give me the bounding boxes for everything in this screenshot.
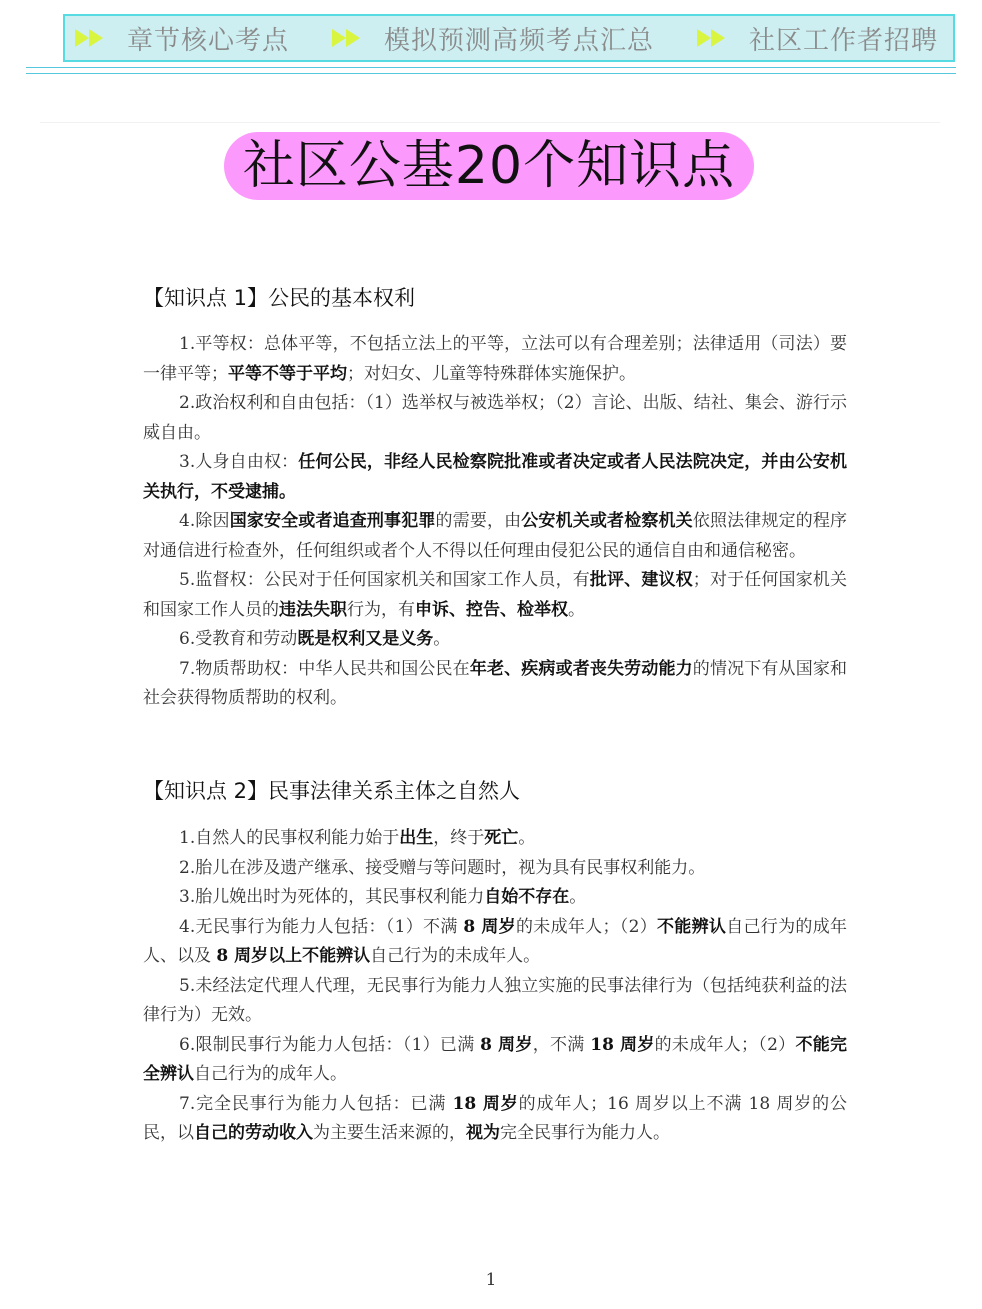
page-number: 1 [485, 1270, 497, 1290]
bold-text: 违法失职 [279, 599, 347, 620]
text-run: 依照法律规定的程序对通信进行检查外，任何组织或者个人不得以任何理由侵犯公民的通信自由和通信秘密。 [143, 511, 848, 561]
text-run: ，不满 [532, 1034, 591, 1055]
text-run: 自己行为的未成年人。 [370, 946, 541, 966]
text-run: 7.完全民事行为能力人包括：已满 [179, 1093, 453, 1114]
text-run: 。 [569, 887, 587, 907]
text-run: 1.自然人的民事权利能力始于 [179, 828, 400, 848]
bold-text: 自己的劳动收入 [194, 1123, 313, 1143]
text-run: ；对于任何国家机关和国家工作人员的 [143, 570, 848, 620]
text-run: 2.胎儿在涉及遗产继承、接受赠与等问题时，视为具有民事权利能力。 [179, 857, 706, 878]
text-run: 。 [518, 828, 536, 848]
paragraph [143, 913, 847, 972]
nav-item-recruitment[interactable] [697, 16, 938, 60]
page-title: 社区公基20个知识点 [224, 132, 754, 200]
bold-text: 国家安全或者追查刑事犯罪 [229, 511, 436, 531]
text-run: 完全民事行为能力人。 [500, 1123, 670, 1143]
bold-text: 平等不等于平均 [228, 363, 347, 384]
paragraph [143, 824, 847, 854]
nav-item-label: 社区工作者招聘 [749, 25, 939, 56]
double-arrow-icon [332, 27, 366, 49]
bold-text: 任何公民，非经人民检察院批准或者决定或者人民法院决定，并由公安机关执行，不受逮捕。 [143, 452, 847, 502]
bold-text: 公安机关或者检察机关 [521, 511, 693, 531]
paragraph [143, 883, 847, 913]
bold-text: 不能辨认 [657, 916, 727, 937]
section-body-1 [143, 330, 847, 714]
text-run: 4.除因 [179, 511, 230, 531]
text-run: 自己行为的成年人、以及 [143, 916, 847, 966]
paragraph [143, 655, 847, 714]
nav-item-chapter-core[interactable] [75, 16, 289, 60]
bold-text: 8 周岁 [480, 1034, 533, 1055]
bold-text: 不能完全辨认 [143, 1034, 848, 1084]
double-arrow-icon [697, 27, 731, 49]
text-run: ；对妇女、儿童等特殊群体实施保护。 [347, 363, 636, 384]
bold-text: 年老、疾病或者丧失劳动能力 [469, 658, 693, 679]
bold-text: 18 周岁 [452, 1093, 519, 1114]
paragraph [143, 330, 847, 389]
paragraph [143, 566, 847, 625]
bold-text: 既是权利又是义务 [297, 629, 434, 649]
double-arrow-icon [75, 27, 109, 49]
section-body-2 [143, 824, 847, 1149]
text-run: 的未成年人；（2） [515, 916, 657, 937]
text-run: 的需要，由 [435, 511, 522, 531]
text-run: 4.无民事行为能力人包括：（1）不满 [179, 916, 464, 937]
text-run: 6.受教育和劳动 [179, 629, 298, 649]
text-run: 7.物质帮助权：中华人民共和国公民在 [179, 658, 470, 679]
page-divider [40, 122, 940, 123]
bold-text: 8 周岁以上不能辨认 [216, 946, 371, 966]
paragraph [143, 1090, 847, 1149]
section-heading-1: 【知识点 1】公民的基本权利 [143, 286, 416, 310]
paragraph [143, 972, 847, 1031]
bold-text: 死亡 [484, 828, 519, 848]
bold-text: 出生 [399, 828, 434, 848]
text-run: 1.平等权：总体平等，不包括立法上的平等，立法可以有合理差别；法律适用（司法）要一律平等； [143, 334, 847, 384]
text-run: ，终于 [433, 828, 485, 848]
nav-item-mock-forecast[interactable] [332, 16, 654, 60]
bold-text: 自始不存在 [484, 887, 570, 907]
paragraph [143, 448, 847, 507]
paragraph [143, 854, 847, 884]
text-run: 的情况下有从国家和社会获得物质帮助的权利。 [143, 658, 848, 708]
text-run: 。 [433, 629, 451, 649]
text-run: 。 [568, 599, 585, 620]
bold-text: 18 周岁 [590, 1034, 655, 1055]
bold-text: 批评、建议权 [589, 570, 693, 590]
bold-text: 申诉、控告、检举权 [415, 599, 568, 620]
text-run: 为主要生活来源的， [313, 1123, 466, 1143]
text-run: 的成年人；16 周岁以上不满 18 周岁的公民，以 [143, 1093, 848, 1143]
text-run: 自己行为的成年人。 [194, 1064, 347, 1084]
text-run: 3.人身自由权： [179, 452, 299, 472]
paragraph [143, 1031, 847, 1090]
text-run: 6.限制民事行为能力人包括：（1）已满 [179, 1034, 481, 1055]
text-run: 2.政治权利和自由包括：（1）选举权与被选举权；（2）言论、出版、结社、集会、游行示威自由。 [143, 393, 847, 443]
paragraph [143, 507, 847, 566]
text-run: 5.未经法定代理人代理，无民事行为能力人独立实施的民事法律行为（包括纯获利益的法律行为）无效。 [143, 975, 847, 1025]
text-run: 的未成年人；（2） [654, 1034, 796, 1055]
text-run: 3.胎儿娩出时为死体的，其民事权利能力 [179, 887, 485, 907]
top-nav-bar [63, 14, 955, 62]
bold-text: 8 周岁 [463, 916, 516, 937]
text-run: 5.监督权：公民对于任何国家机关和国家工作人员，有 [179, 570, 590, 590]
header-divider [26, 73, 956, 74]
section-heading-2: 【知识点 2】民事法律关系主体之自然人 [143, 779, 521, 803]
bold-text: 视为 [466, 1123, 500, 1143]
paragraph [143, 625, 847, 655]
text-run: 行为，有 [347, 599, 415, 620]
nav-item-label: 模拟预测高频考点汇总 [384, 25, 655, 56]
nav-item-label: 章节核心考点 [127, 25, 290, 56]
header-divider [26, 67, 956, 68]
paragraph [143, 389, 847, 448]
